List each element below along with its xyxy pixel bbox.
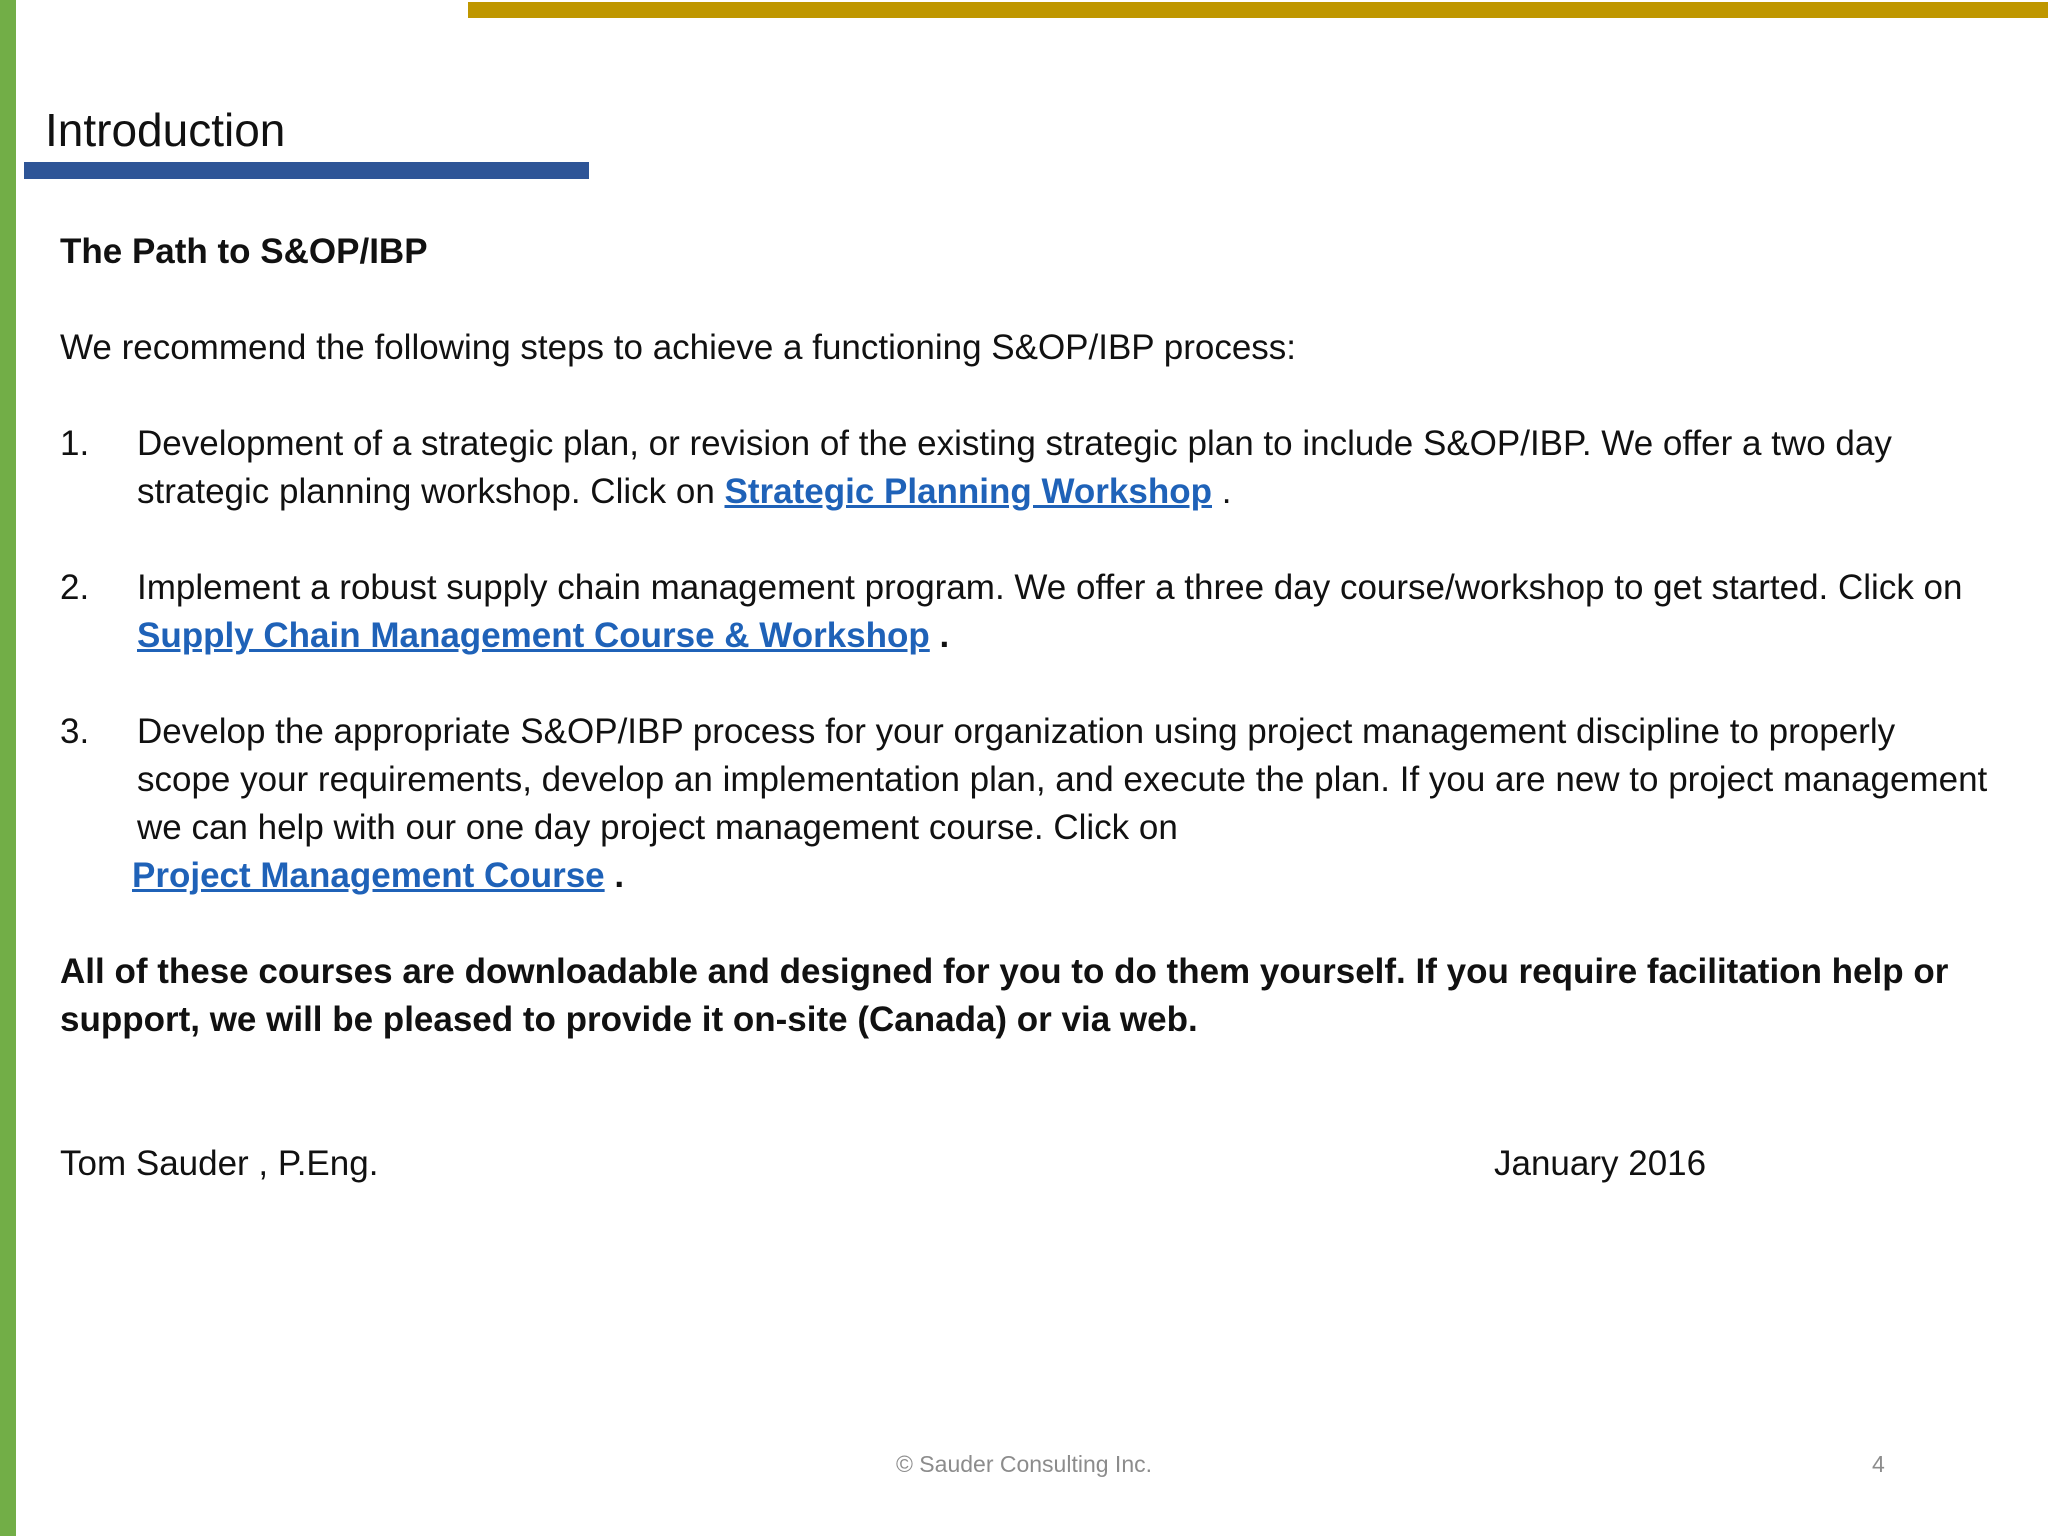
step-text: Implement a robust supply chain management program. We offer a three day course/workshop to get started. Click on Supply Chain Management Course & Workshop .: [137, 568, 1963, 655]
supply-chain-management-course-link[interactable]: Supply Chain Management Course & Workshop: [137, 616, 930, 655]
author-name: Tom Sauder , P.Eng.: [60, 1144, 379, 1183]
step-2: [60, 564, 1990, 660]
strategic-planning-workshop-link[interactable]: Strategic Planning Workshop: [724, 472, 1212, 511]
title-underline: [24, 162, 589, 179]
top-accent-bar: [468, 2, 2048, 18]
step-number: 3.: [60, 712, 90, 751]
step-3: [60, 708, 1990, 852]
signature-row: [60, 1140, 1990, 1188]
closing-statement: All of these courses are downloadable and designed for you to do them yourself. If you require facilitation help or support, we will be pleased to provide it on-site (Canada) or via web.: [60, 952, 1949, 1039]
step-3-link-line: Project Management Course .: [132, 856, 625, 895]
footer-copyright: © Sauder Consulting Inc.: [895, 1451, 1153, 1477]
slide-title: Introduction: [45, 104, 286, 156]
step-text: Development of a strategic plan, or revision of the existing strategic plan to include S&OP/IBP. We offer a two day strategic planning workshop. Click on Strategic Planning Workshop .: [137, 424, 1892, 511]
project-management-course-link[interactable]: Project Management Course: [132, 856, 605, 895]
slide-content: [60, 228, 1990, 1188]
intro-text: We recommend the following steps to achieve a functioning S&OP/IBP process:: [60, 328, 1297, 367]
left-accent-bar: [0, 0, 16, 1536]
step-number: 2.: [60, 568, 90, 607]
step-1: [60, 420, 1990, 516]
slide-subtitle: The Path to S&OP/IBP: [60, 232, 428, 271]
document-date: January 2016: [1494, 1144, 1707, 1183]
step-text: Develop the appropriate S&OP/IBP process for your organization using project management discipline to properly scope your requirements, develop an implementation plan, and execute the plan. If you are new to project management we can help with our one day project management course. Click on: [137, 712, 1988, 847]
step-number: 1.: [60, 424, 90, 463]
page-number: 4: [1872, 1451, 1885, 1477]
